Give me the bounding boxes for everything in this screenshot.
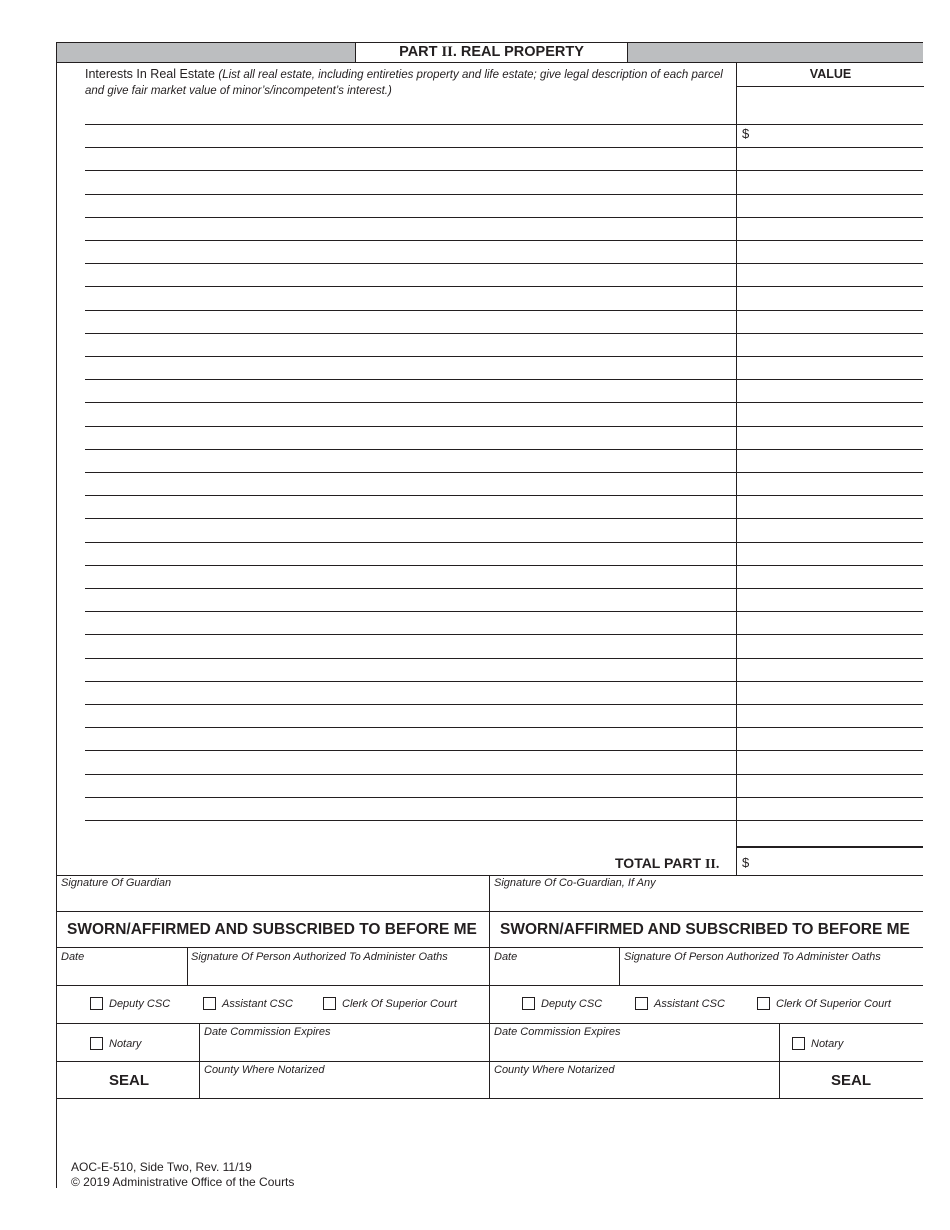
value-currency-symbol: $ [742, 126, 750, 141]
checkbox-square[interactable] [635, 997, 648, 1010]
entry-line[interactable] [85, 472, 923, 473]
left-authorized-signature-label: Signature Of Person Authorized To Administer Oaths [191, 951, 448, 963]
entry-line[interactable] [85, 449, 923, 450]
right-date-label: Date [494, 951, 518, 963]
right-clerk-checkbox[interactable]: Clerk Of Superior Court [757, 997, 891, 1010]
form-footer [71, 1160, 294, 1190]
total-bottom-rule [57, 875, 923, 876]
entry-line[interactable] [85, 495, 923, 496]
checkbox-square[interactable] [792, 1037, 805, 1050]
entry-line[interactable] [85, 147, 923, 148]
entry-line[interactable] [85, 240, 923, 241]
date-row-rule [57, 985, 923, 986]
entry-line[interactable] [85, 565, 923, 566]
co-guardian-signature-label: Signature Of Co-Guardian, If Any [494, 877, 656, 889]
interests-label: Interests In Real Estate [85, 67, 219, 81]
form-id: AOC-E-510, Side Two, Rev. 11/19 [71, 1160, 252, 1174]
entry-line[interactable] [85, 310, 923, 311]
signature-row-rule [57, 911, 923, 912]
entry-line[interactable] [85, 170, 923, 171]
checkbox-square[interactable] [203, 997, 216, 1010]
left-date-divider [187, 947, 188, 985]
entry-line[interactable] [85, 704, 923, 705]
left-assistant-csc-checkbox[interactable]: Assistant CSC [203, 997, 293, 1010]
entry-line[interactable] [85, 820, 923, 821]
interests-instructions [85, 67, 725, 99]
entry-line[interactable] [85, 611, 923, 612]
entry-line[interactable] [85, 263, 923, 264]
left-notary-checkbox[interactable]: Notary [90, 1037, 141, 1050]
co-guardian-signature-field[interactable] [490, 891, 923, 911]
checkbox-row-rule [57, 1023, 923, 1024]
entry-line[interactable] [85, 588, 923, 589]
guardian-signature-label: Signature Of Guardian [61, 877, 172, 889]
left-seal-label: SEAL [109, 1072, 150, 1089]
right-county-label: County Where Notarized [494, 1064, 615, 1076]
checkbox-square[interactable] [90, 997, 103, 1010]
right-authorized-signature-label: Signature Of Person Authorized To Administer Oaths [624, 951, 881, 963]
left-clerk-checkbox[interactable]: Clerk Of Superior Court [323, 997, 457, 1010]
right-date-divider [619, 947, 620, 985]
entry-line[interactable] [85, 217, 923, 218]
entry-line[interactable] [85, 356, 923, 357]
left-date-label: Date [61, 951, 85, 963]
seal-row-rule [57, 1098, 923, 1099]
entry-line[interactable] [85, 542, 923, 543]
checkbox-square[interactable] [522, 997, 535, 1010]
total-divider [736, 847, 737, 875]
right-notary-checkbox[interactable]: Notary [792, 1037, 843, 1050]
entry-line[interactable] [85, 194, 923, 195]
header-shade-left [57, 43, 355, 62]
right-seal-label: SEAL [831, 1072, 872, 1089]
guardian-signature-field[interactable] [57, 891, 489, 911]
left-county-label: County Where Notarized [204, 1064, 325, 1076]
right-assistant-csc-checkbox[interactable]: Assistant CSC [635, 997, 725, 1010]
entry-line[interactable] [85, 681, 923, 682]
right-deputy-csc-checkbox[interactable]: Deputy CSC [522, 997, 602, 1010]
checkbox-square[interactable] [757, 997, 770, 1010]
entry-line[interactable] [85, 750, 923, 751]
part-two-title: PART II. REAL PROPERTY [355, 43, 627, 62]
sworn-heading-right: SWORN/AFFIRMED AND SUBSCRIBED TO BEFORE ME [500, 921, 910, 938]
total-label: TOTAL PART II. [615, 855, 720, 872]
entry-line[interactable] [85, 426, 923, 427]
value-heading: VALUE [737, 63, 924, 87]
commission-row-rule [57, 1061, 923, 1062]
checkbox-square[interactable] [323, 997, 336, 1010]
right-commission-expires-label: Date Commission Expires [494, 1026, 621, 1038]
total-currency-symbol: $ [742, 855, 750, 870]
part-two-header [57, 42, 923, 63]
entry-line[interactable] [85, 402, 923, 403]
left-deputy-csc-checkbox[interactable]: Deputy CSC [90, 997, 170, 1010]
entry-line[interactable] [85, 379, 923, 380]
entry-line[interactable] [85, 333, 923, 334]
left-commission-expires-label: Date Commission Expires [204, 1026, 331, 1038]
checkbox-square[interactable] [90, 1037, 103, 1050]
entry-line[interactable] [85, 518, 923, 519]
entry-line[interactable] [85, 727, 923, 728]
copyright: © 2019 Administrative Office of the Courts [71, 1175, 295, 1189]
sworn-heading-left: SWORN/AFFIRMED AND SUBSCRIBED TO BEFORE ME [67, 921, 477, 938]
entry-line[interactable] [85, 658, 923, 659]
entry-line[interactable] [85, 124, 923, 125]
entry-line[interactable] [85, 286, 923, 287]
interests-note: (List all real estate, including entireties property and life estate; give legal description of each parcel and give fair market value of minor’s/incompetent’s interest.) [85, 69, 723, 97]
entry-line[interactable] [85, 797, 923, 798]
total-row [57, 847, 923, 875]
real-property-form [56, 42, 922, 1188]
header-shade-right [627, 43, 923, 62]
value-column [736, 63, 923, 873]
entry-line[interactable] [85, 774, 923, 775]
entry-line[interactable] [85, 634, 923, 635]
